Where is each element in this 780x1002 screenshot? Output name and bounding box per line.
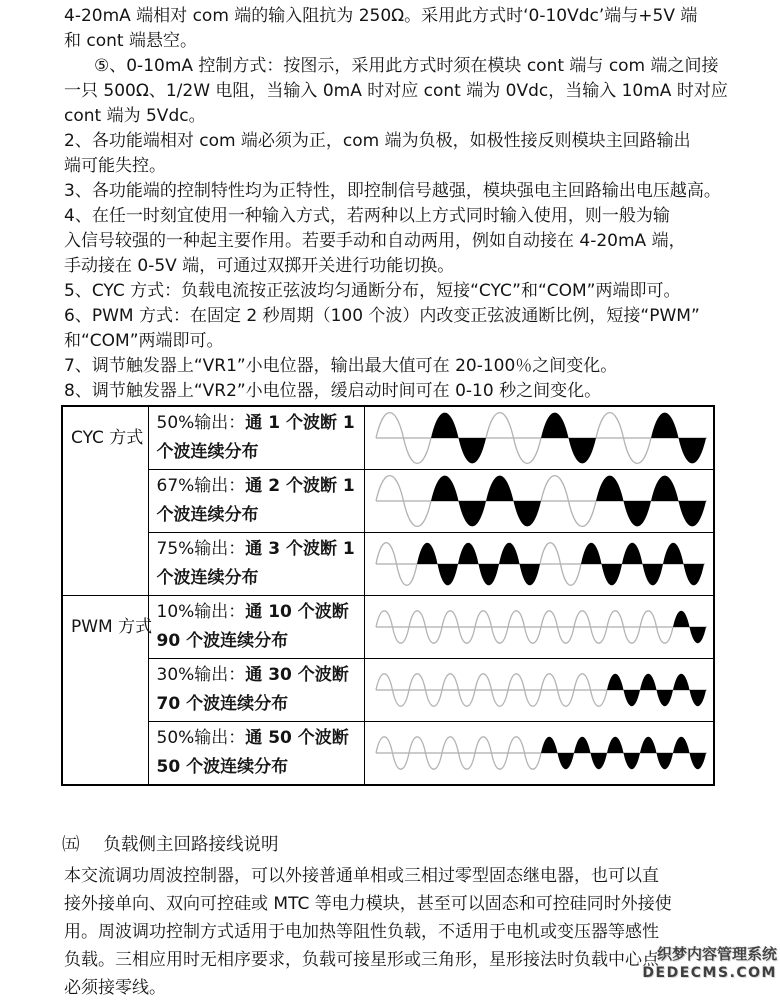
text-line: 3、各功能端的控制特性均为正特性，即控制信号越强，模块强电主回路输出电压越高。 bbox=[64, 181, 721, 201]
output-description bbox=[148, 470, 364, 533]
waveform-cell bbox=[364, 470, 714, 533]
section-heading bbox=[62, 831, 279, 856]
text-line: 4、在任一时刻宜使用一种输入方式，若两种以上方式同时输入使用，则一般为输 bbox=[64, 206, 670, 226]
output-description bbox=[148, 659, 364, 722]
text-line: 必须接零线。 bbox=[64, 978, 166, 998]
output-description bbox=[148, 406, 364, 470]
waveform-cell bbox=[364, 722, 714, 786]
output-percent-label: 30%输出： bbox=[156, 665, 246, 685]
table-row bbox=[62, 406, 714, 470]
text-line: 端可能失控。 bbox=[64, 156, 166, 176]
output-percent-label: 67%输出： bbox=[156, 476, 246, 496]
table-row bbox=[62, 659, 714, 722]
text-line: 8、调节触发器上“VR2”小电位器，缓启动时间可在 0-10 秒之间变化。 bbox=[64, 381, 602, 401]
text-line: 负载。三相应用时无相序要求，负载可接星形或三角形，星形接法时负载中心点 bbox=[64, 950, 659, 970]
table-row bbox=[62, 533, 714, 596]
waveform-graphic bbox=[375, 724, 708, 782]
output-description bbox=[148, 722, 364, 786]
output-percent-label: 10%输出： bbox=[156, 602, 246, 622]
table-row bbox=[62, 470, 714, 533]
waveform-cell bbox=[364, 596, 714, 659]
watermark bbox=[642, 945, 777, 983]
mode-cell: PWM 方式 bbox=[62, 596, 148, 786]
text-line: 和“COM”两端即可。 bbox=[64, 331, 224, 351]
wave-distribution-label: 通 10 个波断 90 个波连续分布 bbox=[156, 602, 349, 651]
text-line: 5、CYC 方式：负载电流按正弦波均匀通断分布，短接“CYC”和“COM”两端即可。 bbox=[64, 281, 681, 301]
wave-distribution-label: 通 50 个波断 50 个波连续分布 bbox=[156, 728, 349, 777]
waveform-graphic bbox=[375, 472, 708, 530]
section-title: 负载侧主回路接线说明 bbox=[103, 835, 279, 855]
waveform-table bbox=[61, 405, 715, 786]
text-line: 本交流调功周波控制器，可以外接普通单相或三相过零型固态继电器，也可以直 bbox=[64, 866, 659, 886]
wave-distribution-label: 通 30 个波断 70 个波连续分布 bbox=[156, 665, 349, 714]
watermark-cn: 织梦内容管理系统 bbox=[656, 945, 777, 963]
waveform-graphic bbox=[375, 409, 708, 467]
wave-distribution-label: 通 1 个波断 1 个波连续分布 bbox=[156, 413, 355, 462]
text-line: 和 cont 端悬空。 bbox=[64, 31, 197, 51]
text-line: 2、各功能端相对 com 端必须为正，com 端为负极，如极性接反则模块主回路输出 bbox=[64, 131, 691, 151]
watermark-url: DEDECMS.COM bbox=[642, 965, 777, 981]
table-row bbox=[62, 596, 714, 659]
output-percent-label: 50%输出： bbox=[156, 413, 246, 433]
waveform-cell bbox=[364, 533, 714, 596]
text-line: 接外接单向、双向可控硅或 MTC 等电力模块，甚至可以固态和可控硅同时外接使 bbox=[64, 894, 672, 914]
mode-cell: CYC 方式 bbox=[62, 406, 148, 596]
waveform-cell bbox=[364, 406, 714, 470]
waveform-graphic bbox=[375, 598, 708, 656]
text-line: 入信号较强的一种起主要作用。若要手动和自动两用，例如自动接在 4-20mA 端， bbox=[64, 231, 686, 251]
text-line: 手动接在 0-5V 端，可通过双掷开关进行功能切换。 bbox=[64, 256, 455, 276]
text-line: 7、调节触发器上“VR1”小电位器，输出最大值可在 20-100％之间变化。 bbox=[64, 356, 618, 376]
table-row bbox=[62, 722, 714, 786]
text-line: 4-20mA 端相对 com 端的输入阻抗为 250Ω。采用此方式时‘0-10Vdc’端与+5V 端 bbox=[64, 6, 698, 26]
output-percent-label: 50%输出： bbox=[156, 728, 246, 748]
text-line: 一只 500Ω、1/2W 电阻，当输入 0mA 时对应 cont 端为 0Vdc，当输入 10mA 时对应 bbox=[64, 81, 728, 101]
waveform-table-body bbox=[62, 406, 714, 785]
section-number: ㈤ bbox=[62, 835, 80, 855]
waveform-graphic bbox=[375, 661, 708, 719]
text-line: cont 端为 5Vdc。 bbox=[64, 106, 206, 126]
output-description bbox=[148, 596, 364, 659]
wave-distribution-label: 通 3 个波断 1 个波连续分布 bbox=[156, 539, 355, 588]
text-line: 用。周波调功控制方式适用于电加热等阻性负载，不适用于电机或变压器等感性 bbox=[64, 922, 659, 942]
waveform-graphic bbox=[375, 535, 706, 593]
waveform-cell bbox=[364, 659, 714, 722]
text-line: 6、PWM 方式：在固定 2 秒周期（100 个波）内改变正弦波通断比例，短接“PWM” bbox=[64, 306, 700, 326]
text-line: ⑤、0-10mA 控制方式：按图示，采用此方式时须在模块 cont 端与 com 端之间接 bbox=[94, 56, 719, 76]
output-description bbox=[148, 533, 364, 596]
output-percent-label: 75%输出： bbox=[156, 539, 246, 559]
wave-distribution-label: 通 2 个波断 1 个波连续分布 bbox=[156, 476, 355, 525]
intro-text bbox=[64, 4, 776, 404]
